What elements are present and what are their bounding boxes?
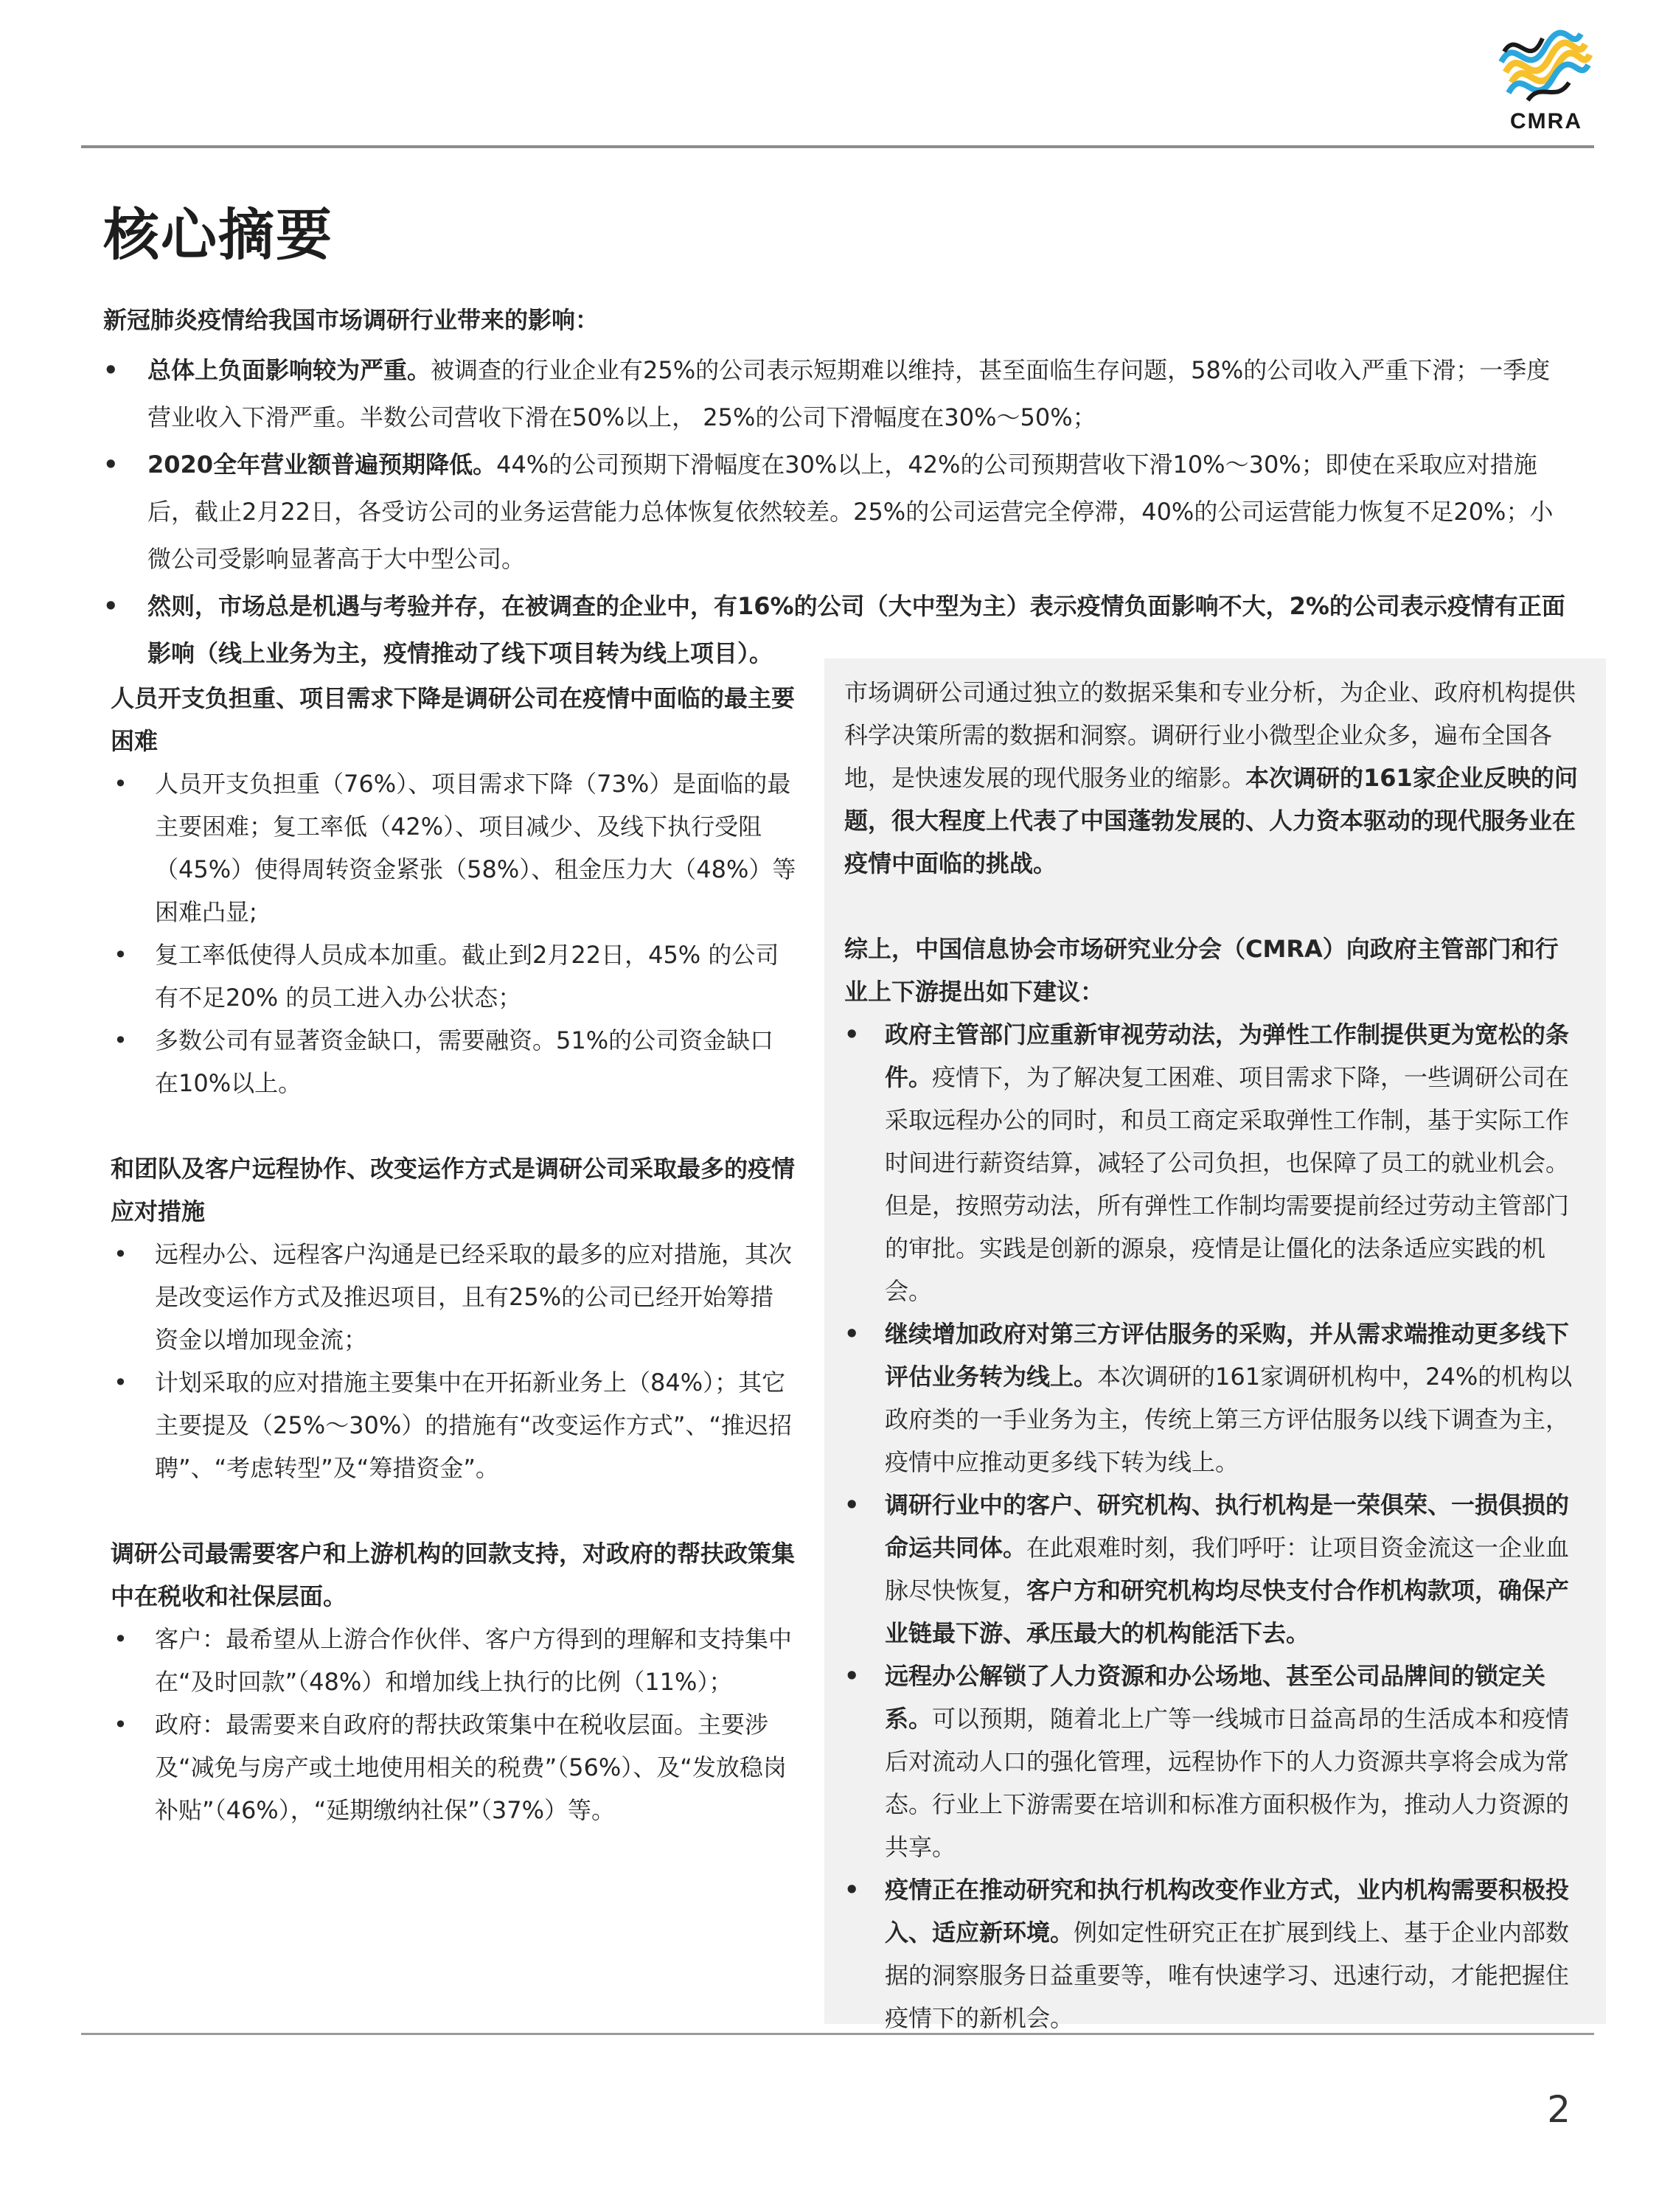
list-item xyxy=(111,1019,796,1105)
bullet-icon: • xyxy=(844,1020,860,1048)
page-number: 2 xyxy=(1547,2088,1571,2131)
item-bold-lead: 调研行业中的客户、研究机构、执行机构是一荣俱荣、一损俱损的命运共同体。 xyxy=(885,1491,1570,1562)
bullet-icon: • xyxy=(103,592,119,620)
item-text: 44%的公司预期下滑幅度在30%以上，42%的公司预期营收下滑10%～30%；即使在采取应对措施后，截止2月22日，各受访公司的业务运营能力总体恢复依然较差。25%的公司运营完全停滞，40%的公司运营能力恢复不足20%；小微公司受影响显著高于大中型公司。 xyxy=(147,451,1554,573)
section-list xyxy=(111,1233,796,1489)
item-bold-lead: 2020全年营业额普遍预期降低。 xyxy=(147,451,497,479)
section-heading: 调研公司最需要客户和上游机构的回款支持，对政府的帮扶政策集中在税收和社保层面。 xyxy=(111,1540,796,1610)
left-column xyxy=(111,677,796,1832)
item-text: 复工率低使得人员成本加重。截止到2月22日，45% 的公司有不足20% 的员工进入办公状态； xyxy=(155,941,779,1012)
item-bold-lead: 疫情正在推动研究和执行机构改变作业方式，业内机构需要积极投入、适应新环境。 xyxy=(885,1876,1570,1947)
bullet-icon: • xyxy=(114,1368,128,1397)
intro-section xyxy=(103,296,1571,677)
bullet-icon: • xyxy=(114,1711,128,1739)
item-text: 例如定性研究正在扩展到线上、基于企业内部数据的洞察服务日益重要等，唯有快速学习、迅速行动，才能把握住疫情下的新机会。 xyxy=(885,1919,1570,2032)
item-text: 计划采取的应对措施主要集中在开拓新业务上（84%）；其它主要提及（25%～30%）的措施有“改变运作方式”、“推迟招聘”、“考虑转型”及“筹措资金”。 xyxy=(155,1368,792,1482)
item-text: 疫情下，为了解决复工困难、项目需求下降，一些调研公司在采取远程办公的同时，和员工商定采取弹性工作制，基于实际工作时间进行薪资结算，减轻了公司负担，也保障了员工的就业机会。但是，按照劳动法，所有弹性工作制均需要提前经过劳动主管部门的审批。实践是创新的源泉，疫情是让僵化的法条适应实践的机会。 xyxy=(885,1063,1570,1305)
list-item xyxy=(844,1013,1582,1312)
list-item xyxy=(111,1361,796,1489)
page-title: 核心摘要 xyxy=(103,202,333,268)
section-list xyxy=(111,1618,796,1832)
item-text: 多数公司有显著资金缺口，需要融资。51%的公司资金缺口在10%以上。 xyxy=(155,1026,774,1097)
list-item xyxy=(111,1703,796,1832)
intro-list xyxy=(103,347,1571,677)
bullet-icon: • xyxy=(114,1240,128,1268)
cmra-logo xyxy=(1498,29,1594,133)
intro-heading: 新冠肺炎疫情给我国市场调研行业带来的影响： xyxy=(103,306,599,334)
list-item xyxy=(111,762,796,933)
section-heading: 人员开支负担重、项目需求下降是调研公司在疫情中面临的最主要困难 xyxy=(111,684,796,755)
bullet-icon: • xyxy=(114,1625,128,1653)
item-bold-lead: 总体上负面影响较为严重。 xyxy=(147,356,431,384)
item-bold-lead: 然则，市场总是机遇与考验并存，在被调查的企业中，有16%的公司（大中型为主）表示疫情负面影响不大，2%的公司表示疫情有正面影响（线上业务为主，疫情推动了线下项目转为线上项目）。 xyxy=(147,592,1565,667)
item-text: 在此艰难时刻，我们呼吁：让项目资金流这一企业血脉尽快恢复， xyxy=(885,1534,1570,1604)
footer-divider xyxy=(81,2033,1594,2035)
list-item xyxy=(844,1655,1582,1868)
bullet-icon: • xyxy=(844,1491,860,1519)
bullet-icon: • xyxy=(114,1026,128,1054)
list-item xyxy=(844,1484,1582,1655)
item-text: 可以预期，随着北上广等一线城市日益高昂的生活成本和疫情后对流动人口的强化管理，远程协作下的人力资源共享将会成为常态。行业上下游需要在培训和标准方面积极作为，推动人力资源的共享。 xyxy=(885,1705,1570,1861)
bullet-icon: • xyxy=(844,1876,860,1904)
list-item xyxy=(103,441,1571,582)
bullet-icon: • xyxy=(844,1320,860,1348)
recommendation-list xyxy=(844,1013,1582,2039)
right-column xyxy=(844,671,1582,2039)
logo-mark-icon xyxy=(1498,29,1594,107)
item-bold-lead: 远程办公解锁了人力资源和办公场地、甚至公司品牌间的锁定关系。 xyxy=(885,1662,1546,1733)
list-item xyxy=(111,1233,796,1361)
item-bold-tail: 客户方和研究机构均尽快支付合作机构款项，确保产业链最下游、承压最大的机构能活下去。 xyxy=(885,1576,1570,1647)
bullet-icon: • xyxy=(114,770,128,798)
panel-intro-bold: 本次调研的161家企业反映的问题，很大程度上代表了中国蓬勃发展的、人力资本驱动的现代服务业在疫情中面临的挑战。 xyxy=(844,764,1578,877)
list-item xyxy=(844,1868,1582,2039)
item-text: 被调查的行业企业有25%的公司表示短期难以维持，甚至面临生存问题，58%的公司收入严重下滑；一季度营业收入下滑严重。半数公司营收下滑在50%以上， 25%的公司下滑幅度在30%～50%； xyxy=(147,356,1551,431)
list-item xyxy=(103,347,1571,441)
item-text: 本次调研的161家调研机构中，24%的机构以政府类的一手业务为主，传统上第三方评估服务以线下调查为主，疫情中应推动更多线下转为线上。 xyxy=(885,1363,1573,1476)
bullet-icon: • xyxy=(103,356,119,384)
item-text: 远程办公、远程客户沟通是已经采取的最多的应对措施，其次是改变运作方式及推迟项目，且有25%的公司已经开始筹措资金以增加现金流； xyxy=(155,1240,793,1354)
panel-intro xyxy=(844,671,1582,885)
item-bold-lead: 政府主管部门应重新审视劳动法，为弹性工作制提供更为宽松的条件。 xyxy=(885,1020,1570,1091)
list-item xyxy=(111,1618,796,1703)
panel-intro-text: 市场调研公司通过独立的数据采集和专业分析，为企业、政府机构提供科学决策所需的数据和洞察。调研行业小微型企业众多，遍布全国各地，是快速发展的现代服务业的缩影。 xyxy=(844,678,1576,792)
section-list xyxy=(111,762,796,1105)
item-text: 人员开支负担重（76%）、项目需求下降（73%）是面临的最主要困难；复工率低（42%）、项目减少、及线下执行受阻（45%）使得周转资金紧张（58%）、租金压力大（48%）等困难凸显; xyxy=(155,770,796,926)
section-heading: 和团队及客户远程协作、改变运作方式是调研公司采取最多的疫情应对措施 xyxy=(111,1155,796,1225)
summary-heading: 综上，中国信息协会市场研究业分会（CMRA）向政府主管部门和行业上下游提出如下建议： xyxy=(844,935,1559,1006)
item-bold-lead: 继续增加政府对第三方评估服务的采购，并从需求端推动更多线下评估业务转为线上。 xyxy=(885,1320,1570,1391)
bullet-icon: • xyxy=(103,451,119,479)
item-text: 政府：最需要来自政府的帮扶政策集中在税收层面。主要涉及“减免与房产或土地使用相关的税费”（56%）、及“发放稳岗补贴”（46%），“延期缴纳社保”（37%）等。 xyxy=(155,1711,787,1824)
item-text: 客户：最希望从上游合作伙伴、客户方得到的理解和支持集中在“及时回款”（48%）和增加线上执行的比例（11%）； xyxy=(155,1625,793,1696)
list-item xyxy=(111,933,796,1019)
bullet-icon: • xyxy=(844,1662,860,1690)
bullet-icon: • xyxy=(114,941,128,969)
logo-text: CMRA xyxy=(1510,109,1582,133)
header-divider xyxy=(81,145,1594,148)
list-item xyxy=(844,1312,1582,1484)
